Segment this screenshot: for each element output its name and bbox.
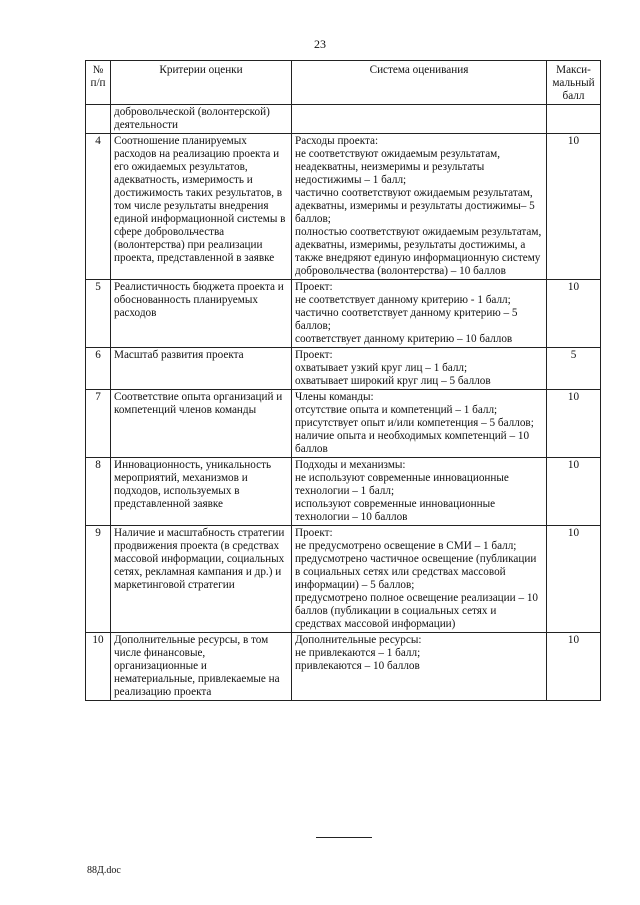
criterion-text: Дополнительные ресурсы, в том числе финансовые, организационные и нематериальные, привлекаемые на реализацию проекта	[111, 633, 292, 701]
evaluation-line: соответствует данному критерию – 10 баллов	[295, 333, 513, 345]
criterion-text: добровольческой (волонтерской) деятельности	[111, 105, 292, 134]
max-score: 10	[547, 633, 601, 701]
table-row-continuation	[86, 105, 601, 134]
evaluation-line: не соответствуют ожидаемым результатам, неадекватны, неизмеримы и результаты недостижимы – 1 балл;	[295, 148, 501, 186]
evaluation-line: отсутствие опыта и компетенций – 1 балл;	[295, 404, 498, 416]
header-number: № п/п	[86, 61, 111, 105]
evaluation-line: наличие опыта и необходимых компетенций – 10 баллов	[295, 430, 530, 455]
evaluation-system-cell	[292, 280, 547, 348]
evaluation-line: частично соответствуют ожидаемым результатам, адекватны, измеримы и результаты достижимы– 5 баллов;	[295, 187, 535, 225]
evaluation-line: используют современные инновационные технологии – 10 баллов	[295, 498, 496, 523]
evaluation-line: частично соответствует данному критерию – 5 баллов;	[295, 307, 518, 332]
evaluation-line: привлекаются – 10 баллов	[295, 660, 420, 672]
max-score: 5	[547, 348, 601, 390]
header-criteria: Критерии оценки	[111, 61, 292, 105]
max-score: 10	[547, 458, 601, 526]
page-number: 23	[314, 37, 326, 51]
criterion-text: Наличие и масштабность стратегии продвижения проекта (в средствах массовой информации, социальных сетях, рекламная кампания и др.) и маркетинговой стратегии	[111, 526, 292, 633]
evaluation-line: Проект:	[295, 527, 333, 539]
evaluation-line: Члены команды:	[295, 391, 374, 403]
evaluation-line: Проект:	[295, 349, 333, 361]
table-row	[86, 390, 601, 458]
evaluation-line: не предусмотрено освещение в СМИ – 1 балл;	[295, 540, 517, 552]
evaluation-system-cell	[292, 134, 547, 280]
table-row	[86, 526, 601, 633]
row-number: 6	[86, 348, 111, 390]
evaluation-line: Дополнительные ресурсы:	[295, 634, 422, 646]
evaluation-line: не используют современные инновационные технологии – 1 балл;	[295, 472, 509, 497]
row-number: 5	[86, 280, 111, 348]
row-number: 9	[86, 526, 111, 633]
table-body	[86, 105, 601, 701]
evaluation-line: Подходы и механизмы:	[295, 459, 406, 471]
evaluation-system-cell	[292, 390, 547, 458]
criterion-text: Инновационность, уникальность мероприятий, механизмов и подходов, используемых в представленной заявке	[111, 458, 292, 526]
criterion-text: Реалистичность бюджета проекта и обоснованность планируемых расходов	[111, 280, 292, 348]
table-row	[86, 633, 601, 701]
evaluation-line: не соответствует данному критерию - 1 балл;	[295, 294, 511, 306]
max-score: 10	[547, 390, 601, 458]
evaluation-line: предусмотрено полное освещение реализации – 10 баллов (публикации в социальных сетях и средствах массовой информации)	[295, 592, 539, 630]
evaluation-system-cell	[292, 633, 547, 701]
evaluation-line: охватывает узкий круг лиц – 1 балл;	[295, 362, 468, 374]
header-max-score: Макси-мальный балл	[547, 61, 601, 105]
footer-document-name: 88Д.doc	[87, 865, 121, 876]
evaluation-criteria-table	[85, 60, 601, 701]
max-score: 10	[547, 280, 601, 348]
table-header-row	[86, 61, 601, 105]
max-score	[547, 105, 601, 134]
table-row	[86, 280, 601, 348]
evaluation-system-cell	[292, 348, 547, 390]
evaluation-line: не привлекаются – 1 балл;	[295, 647, 421, 659]
max-score: 10	[547, 134, 601, 280]
row-number: 7	[86, 390, 111, 458]
table-row	[86, 458, 601, 526]
row-number: 4	[86, 134, 111, 280]
evaluation-line: Расходы проекта:	[295, 135, 379, 147]
max-score: 10	[547, 526, 601, 633]
header-evaluation-system: Система оценивания	[292, 61, 547, 105]
row-number: 8	[86, 458, 111, 526]
table-row	[86, 348, 601, 390]
evaluation-line: Проект:	[295, 281, 333, 293]
footer-divider	[316, 837, 372, 838]
criterion-text: Соотношение планируемых расходов на реализацию проекта и его ожидаемых результатов, адекватность, измеримость и достижимость таких результатов, в том числе результаты внедрения единой информационной системы в сфере добровольчества (волонтерства) при реализации проекта, представленной в заявке	[111, 134, 292, 280]
evaluation-line: полностью соответствуют ожидаемым результатам, адекватны, измеримы, результаты достижимы, а также внедряют единую информационную систему добровольчества (волонтерства) – 10 баллов	[295, 226, 542, 277]
criterion-text: Масштаб развития проекта	[111, 348, 292, 390]
criterion-text: Соответствие опыта организаций и компетенций членов команды	[111, 390, 292, 458]
table-row	[86, 134, 601, 280]
evaluation-line: присутствует опыт и/или компетенция – 5 баллов;	[295, 417, 534, 429]
evaluation-line: предусмотрено частичное освещение (публикации в социальных сетях или средствах массовой информации) – 5 баллов;	[295, 553, 537, 591]
evaluation-line: охватывает широкий круг лиц – 5 баллов	[295, 375, 491, 387]
evaluation-system-cell	[292, 526, 547, 633]
row-number: 10	[86, 633, 111, 701]
evaluation-system-cell	[292, 458, 547, 526]
row-number	[86, 105, 111, 134]
evaluation-system-cell	[292, 105, 547, 134]
